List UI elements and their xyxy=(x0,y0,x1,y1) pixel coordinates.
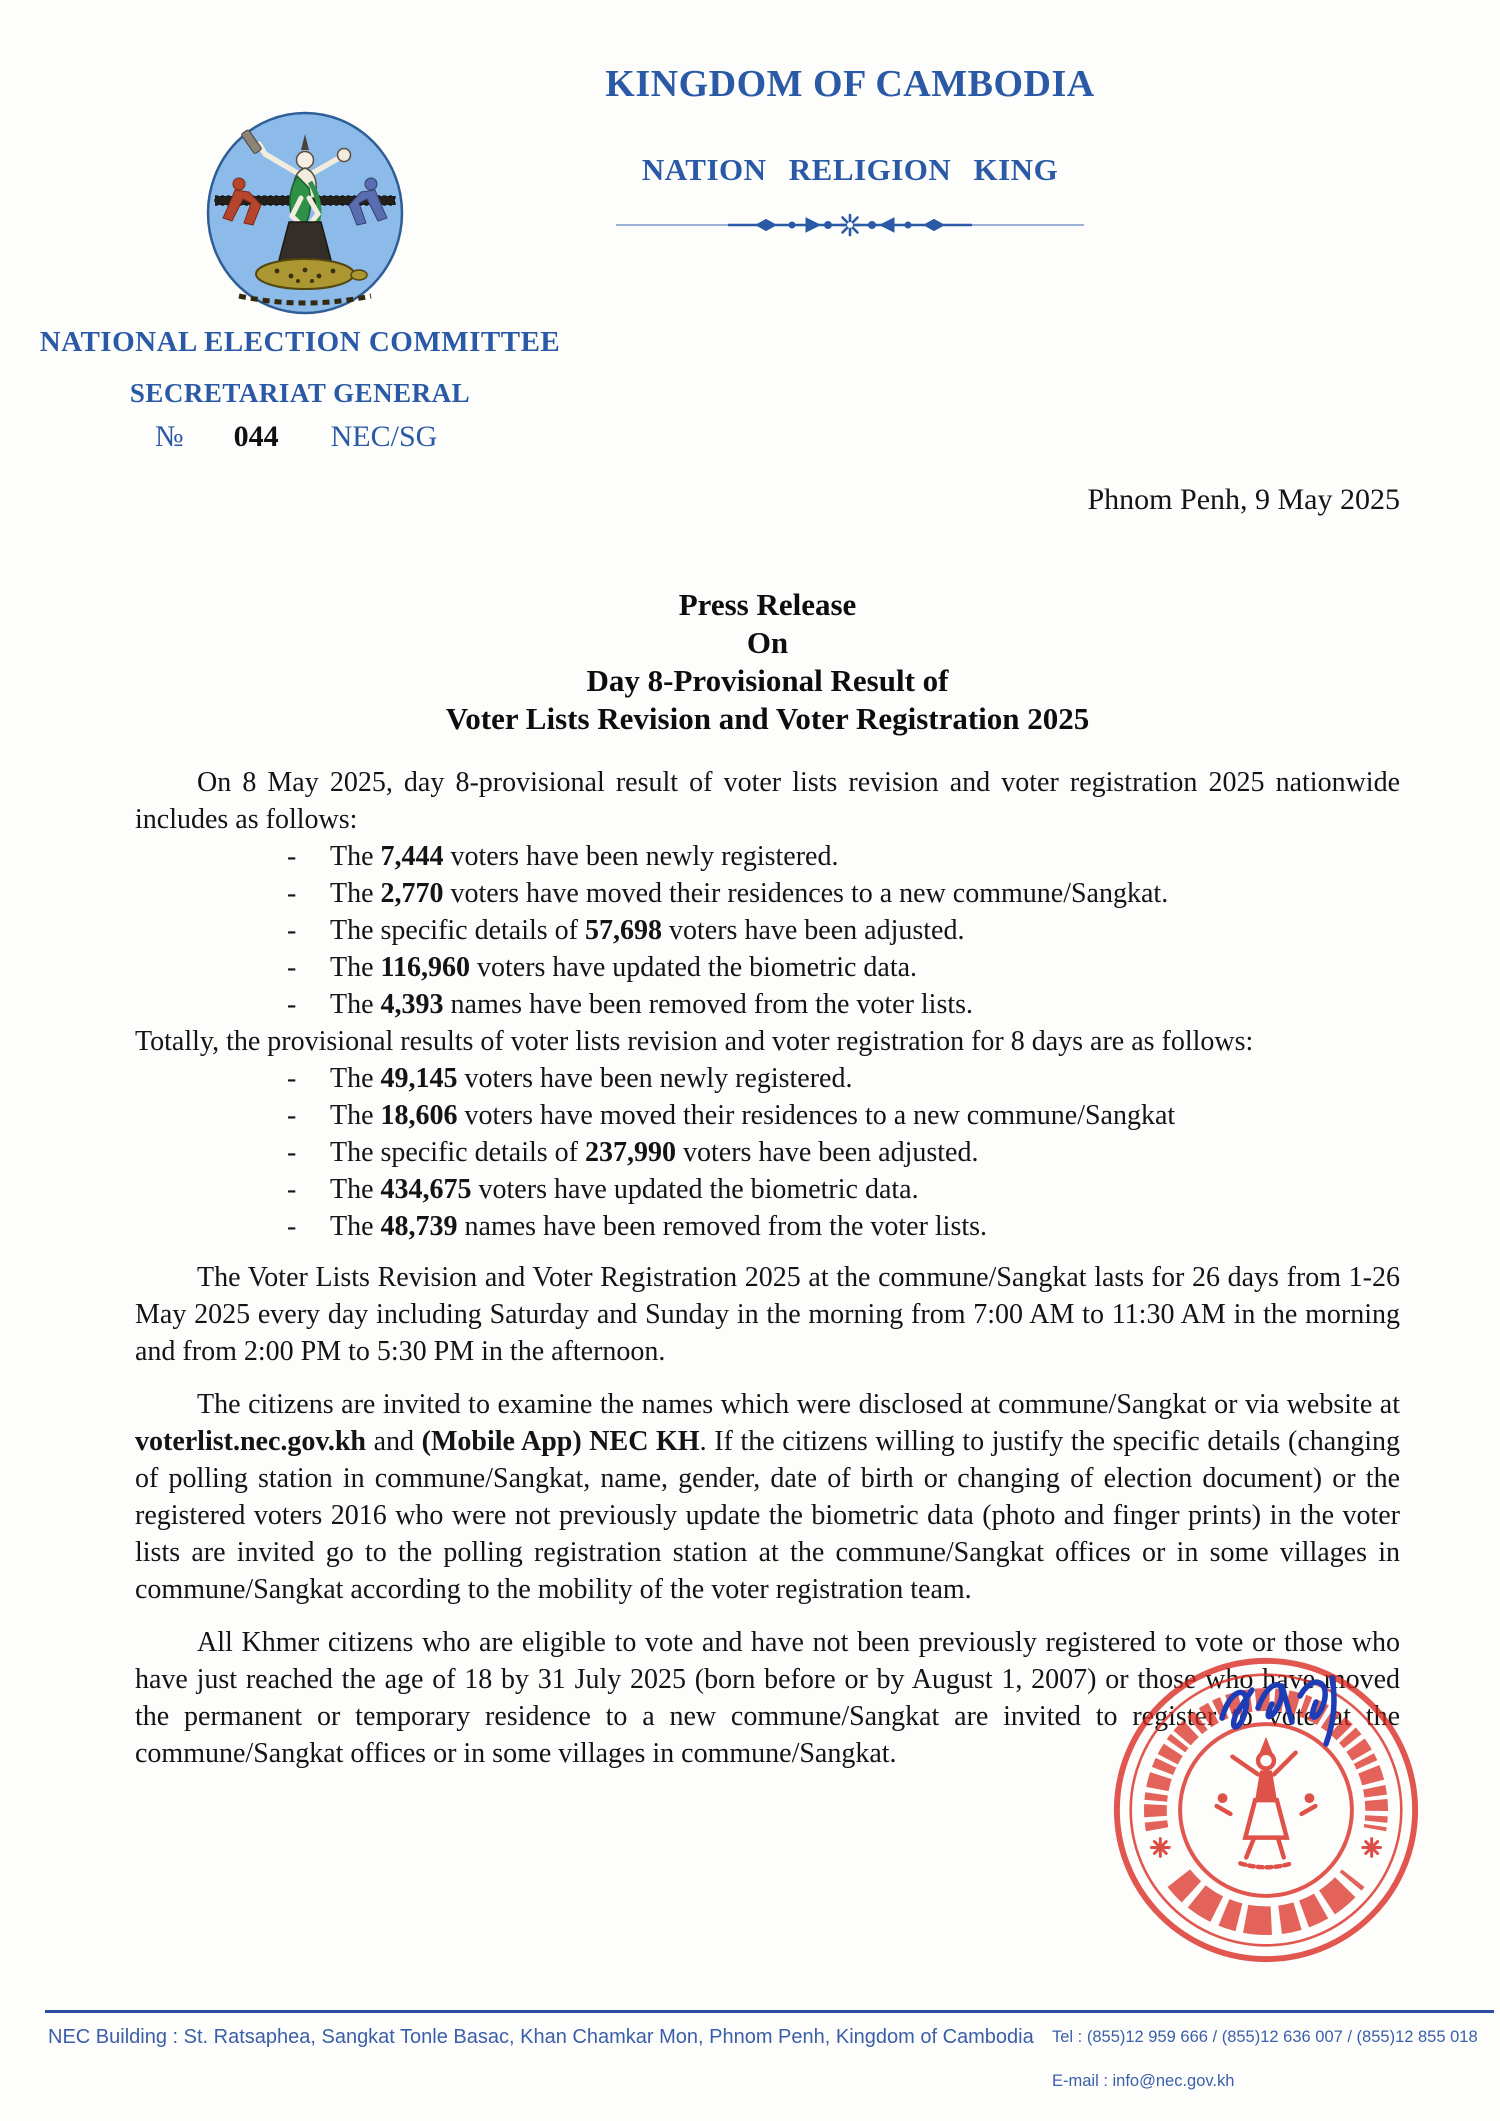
bullet-text: The 4,393 names have been removed from the voter lists. xyxy=(330,989,974,1020)
document-title xyxy=(135,586,1400,738)
bullet-list-totals xyxy=(135,1060,1400,1245)
ref-no-suffix: NEC/SG xyxy=(330,420,438,453)
footer-divider xyxy=(45,2010,1494,2013)
reference-number-line xyxy=(155,420,437,454)
kingdom-title: KINGDOM OF CAMBODIA xyxy=(605,63,1095,105)
title-line: On xyxy=(746,625,789,660)
bullet-text: The 116,960 voters have updated the biometric data. xyxy=(330,952,918,983)
ref-no-label: № xyxy=(155,420,184,453)
nec-emblem-logo xyxy=(205,110,405,317)
footer-tel: Tel : (855)12 959 666 / (855)12 636 007 / (855)12 855 018 xyxy=(1052,2028,1478,2046)
footer-address: NEC Building : St. Ratsaphea, Sangkat Tonle Basac, Khan Chamkar Mon, Phnom Penh, Kingdom of Cambodia xyxy=(48,2026,1034,2048)
paragraph-examination: The citizens are invited to examine the names which were disclosed at commune/Sangkat or via website at voterlist.nec.gov.kh and (Mobile App) NEC KH. If the citizens willing to justify the specific details (changing of polling station in commune/Sangkat, name, gender, date of birth or changing of election document) or the registered voters 2016 who were not previously update the biometric data (photo and finger prints) in the voter lists are invited go to the polling registration station at the commune/Sangkat offices or in some villages in commune/Sangkat according to the mobility of the voter registration team. xyxy=(135,1389,1400,1605)
list-item xyxy=(135,986,1400,1023)
bullet-list-day8 xyxy=(135,838,1400,1023)
list-item xyxy=(135,949,1400,986)
bullet-marker: - xyxy=(287,1100,297,1131)
paragraph-day8-intro: On 8 May 2025, day 8-provisional result of voter lists revision and voter registration 2025 nationwide includes as follows: xyxy=(135,767,1400,835)
bullet-text: The 7,444 voters have been newly registered. xyxy=(330,841,839,872)
paragraph-totals-intro: Totally, the provisional results of voter lists revision and voter registration for 8 days are as follows: xyxy=(135,1026,1254,1057)
list-item xyxy=(135,912,1400,949)
title-line: Voter Lists Revision and Voter Registration 2025 xyxy=(445,701,1090,736)
bullet-text: The 49,145 voters have been newly registered. xyxy=(330,1063,853,1094)
bullet-text: The specific details of 237,990 voters have been adjusted. xyxy=(330,1137,979,1168)
ref-no-value: 044 xyxy=(233,420,279,453)
bullet-text: The 18,606 voters have moved their residences to a new commune/Sangkat xyxy=(330,1100,1176,1131)
list-item xyxy=(135,875,1400,912)
list-item xyxy=(135,1097,1400,1134)
bullet-marker: - xyxy=(287,1211,297,1242)
bullet-marker: - xyxy=(287,1174,297,1205)
bullet-marker: - xyxy=(287,841,297,872)
paragraph-eligibility: All Khmer citizens who are eligible to vote and have not been previously registered to vote or those who have just reached the age of 18 by 31 July 2025 (born before or by August 1, 2007) or those who have moved the permanent or temporary residence to a new commune/Sangkat are invited to register to vote at the commune/Sangkat offices or in some villages in commune/Sangkat. xyxy=(135,1627,1400,1769)
list-item xyxy=(135,838,1400,875)
list-item xyxy=(135,1060,1400,1097)
bullet-text: The 434,675 voters have updated the biometric data. xyxy=(330,1174,919,1205)
title-line: Press Release xyxy=(678,587,857,622)
body-text xyxy=(135,764,1400,1772)
ornamental-divider-icon xyxy=(610,210,1090,240)
footer-email: E-mail : info@nec.gov.kh xyxy=(1052,2072,1235,2090)
bullet-marker: - xyxy=(287,915,297,946)
list-item xyxy=(135,1134,1400,1171)
committee-name: NATIONAL ELECTION COMMITTEE xyxy=(39,326,561,358)
bullet-marker: - xyxy=(287,952,297,983)
signature-icon xyxy=(1212,1660,1377,1760)
secretariat-name: SECRETARIAT GENERAL xyxy=(129,378,471,408)
bullet-text: The 48,739 names have been removed from the voter lists. xyxy=(330,1211,988,1242)
list-item xyxy=(135,1208,1400,1245)
bullet-text: The specific details of 57,698 voters have been adjusted. xyxy=(330,915,965,946)
bullet-marker: - xyxy=(287,989,297,1020)
document-body xyxy=(135,470,1400,1772)
paragraph-schedule: The Voter Lists Revision and Voter Registration 2025 at the commune/Sangkat lasts for 26 days from 1-26 May 2025 every day including Saturday and Sunday in the morning from 7:00 AM to 11:30 AM in the morning and from 2:00 PM to 5:30 PM in the afternoon. xyxy=(135,1262,1400,1367)
title-line: Day 8-Provisional Result of xyxy=(586,663,949,698)
bullet-text: The 2,770 voters have moved their residences to a new commune/Sangkat. xyxy=(330,878,1169,909)
list-item xyxy=(135,1171,1400,1208)
bullet-marker: - xyxy=(287,878,297,909)
bullet-marker: - xyxy=(287,1137,297,1168)
national-motto: NATION RELIGION KING xyxy=(641,152,1059,187)
dateline: Phnom Penh, 9 May 2025 xyxy=(1087,483,1400,516)
bullet-marker: - xyxy=(287,1063,297,1094)
